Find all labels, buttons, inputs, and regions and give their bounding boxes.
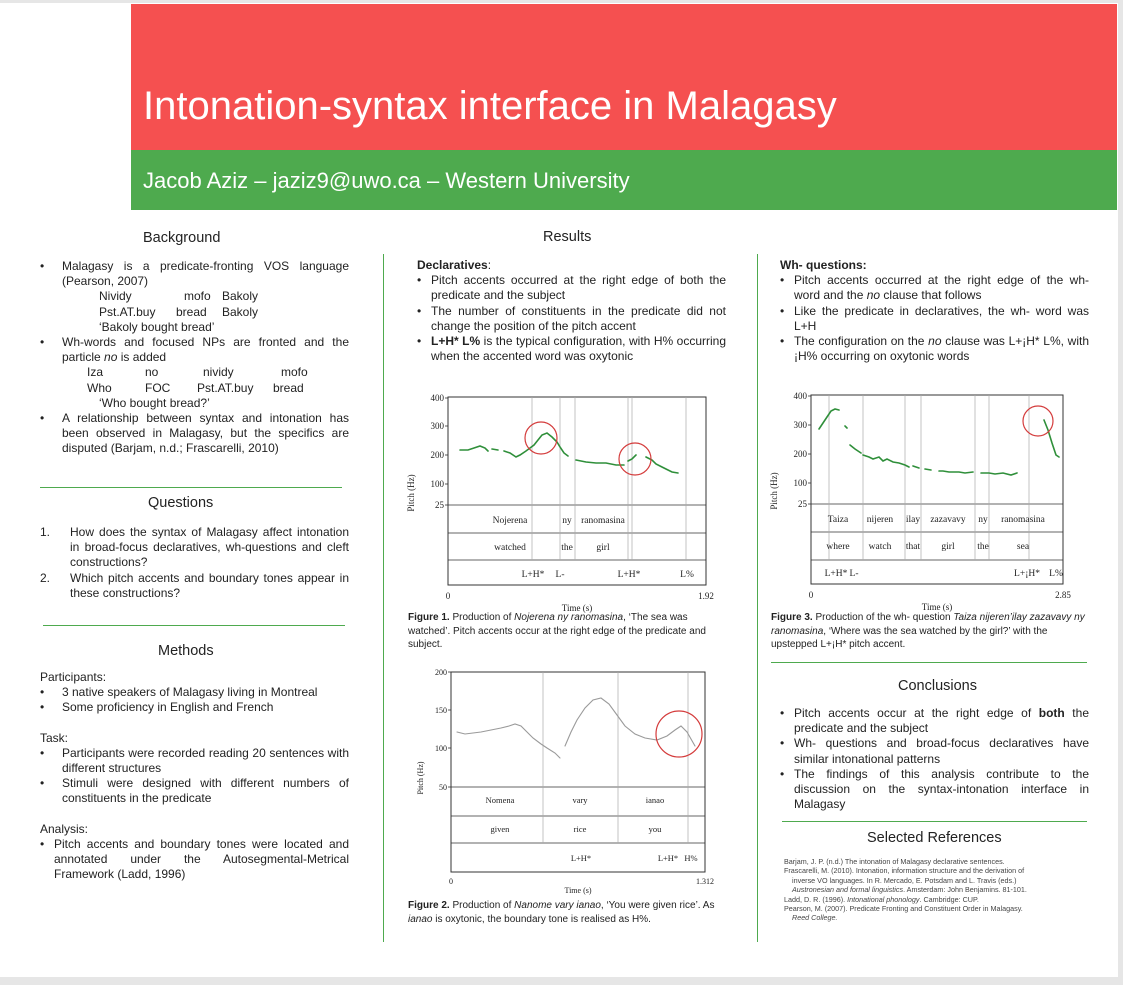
window-bottom-edge (0, 977, 1123, 985)
word-label: ilay (905, 515, 921, 525)
section-divider (40, 487, 342, 488)
figure-3-caption: Figure 3. Production of the wh- question Taiza nijeren’ilay zazavavy ny ranomasina, ‘Where was the sea watched by the girl?’ with the upstepped L+¡H* pitch accent. (771, 612, 1085, 650)
plot-frame (811, 395, 1063, 584)
figure-1-pitch-track (400, 385, 735, 613)
tone-label: L+H* (617, 570, 641, 580)
y-tick-label: 200 (793, 449, 807, 459)
reference-item: inverse VO languages. In R. Mercado, E. Potsdam and L. Travis (eds.) (792, 875, 1017, 885)
references-list (784, 857, 1069, 923)
results-bullet: • The number of constituents in the predicate did not change the position of the pitch accent (417, 304, 726, 334)
y-axis-label: Pitch (Hz) (416, 761, 425, 795)
methods-heading: Methods (158, 643, 214, 659)
declaratives-heading: Declaratives (417, 258, 488, 272)
reference-item: Reed College. (792, 913, 838, 923)
task-label: Task: (40, 730, 69, 745)
reference-item: Frascarelli, M. (2010). Intonation, information structure and the derivation of (784, 866, 1025, 876)
declaratives-section: Declaratives: • Pitch accents occurred at the right edge of both the predicate and the subject • The number of constituents in the predicate did not change the position of the pitch accent • L+H* L% is the typical configuration, with H% occurring when the accented word was oxytonic (417, 258, 726, 364)
gloss-label: watched (494, 543, 526, 553)
results-bullet: • L+H* L% is the typical configuration, with H% occurring when the accented word was oxytonic (417, 334, 726, 364)
y-tick-label: 25 (435, 500, 444, 510)
methods-bullet: • Stimuli were designed with different numbers of constituents in the predicate (40, 776, 349, 806)
results-bullet: • Pitch accents occurred at the right edge of both the predicate and the subject (417, 273, 726, 303)
background-bullet: • Malagasy is a predicate-fronting VOS language (Pearson, 2007) Nividy mofo Bakoly Pst.AT.buy bread Bakoly ‘Bakoly bought bread’ (40, 259, 349, 335)
methods-bullet: • 3 native speakers of Malagasy living in Montreal (40, 685, 349, 700)
pitch-contour (460, 433, 678, 473)
gloss-label: where (826, 542, 850, 552)
y-tick-label: 400 (793, 391, 807, 401)
gloss-label: girl (596, 543, 610, 553)
highlight-circle (1023, 406, 1053, 436)
window-scrollbar[interactable] (1118, 0, 1123, 985)
y-tick-label: 100 (435, 744, 447, 753)
word-label: ranomasina (581, 516, 625, 526)
gloss-label: that (905, 542, 921, 552)
gloss-label: the (977, 542, 989, 552)
conclusion-bullet: • The findings of this analysis contribute to the discussion on the syntax-intonation interface in Malagasy (780, 767, 1089, 813)
tone-label: L- (849, 569, 859, 579)
figure-1-caption: Figure 1. Production of Nojerena ny ranomasina, ‘The sea was watched’. Pitch accents occur at the right edge of the predicate and subject. (408, 612, 706, 650)
reference-item: Pearson, M. (2007). Predicate Fronting and Constituent Order in Malagasy. (784, 904, 1023, 914)
tone-label: L+H* (657, 853, 679, 863)
background-heading: Background (143, 230, 221, 246)
pitch-contour (457, 698, 695, 758)
methods-section (40, 670, 349, 882)
window-top-edge (0, 0, 1123, 3)
wh-questions-section (780, 258, 1089, 364)
y-axis-label: Pitch (Hz) (769, 472, 779, 510)
y-tick-label: 100 (793, 478, 807, 488)
figure-3-pitch-track (763, 383, 1098, 613)
background-bullet: • Wh-words and focused NPs are fronted and the particle no is added Iza no nividy mofo Who FOC Pst.AT.buy bread ‘Who bought bread?’ (40, 335, 349, 411)
tone-label: L- (555, 570, 565, 580)
word-label: nijeren (866, 515, 894, 525)
conclusion-bullet: • Wh- questions and broad-focus declaratives have similar intonational patterns (780, 736, 1089, 766)
word-label: ianao (645, 795, 665, 805)
x-tick-label: 2.85 (1055, 590, 1071, 600)
tone-label: L% (680, 570, 694, 580)
y-tick-label: 300 (793, 420, 807, 430)
reference-item: Ladd, D. R. (1996). Intonational phonology. Cambridge: CUP. (784, 894, 979, 904)
reference-item: Barjam, J. P. (n.d.) The intonation of Malagasy declarative sentences. (784, 857, 1005, 866)
references-heading: Selected References (867, 830, 1002, 846)
background-section (40, 259, 349, 457)
figure-2-pitch-track (405, 660, 730, 900)
word-label: vary (572, 795, 588, 805)
section-divider (771, 662, 1087, 663)
plot-frame (451, 672, 705, 872)
gloss-label: sea (1016, 542, 1030, 552)
methods-bullet: • Some proficiency in English and French (40, 700, 349, 715)
x-tick-label: 0 (445, 591, 451, 601)
section-divider (43, 625, 345, 626)
question-item: 2. Which pitch accents and boundary tones appear in these constructions? (40, 570, 349, 600)
word-label: Taiza (827, 515, 849, 525)
author-line: Jacob Aziz – jaziz9@uwo.ca – Western University (143, 168, 630, 193)
analysis-label: Analysis: (40, 821, 89, 836)
tone-label: L+H* (521, 570, 545, 580)
x-axis-label: Time (s) (564, 886, 592, 895)
word-label: zazavavy (930, 515, 966, 525)
tone-label: L+¡H* (1014, 569, 1040, 579)
x-tick-label: 1.92 (698, 591, 714, 601)
results-heading: Results (543, 229, 592, 245)
word-label: ranomasina (1001, 515, 1045, 525)
gloss-label: you (648, 824, 662, 834)
results-bullet: • Like the predicate in declaratives, the wh- word was L+H (780, 304, 1089, 334)
gloss-label: given (490, 824, 510, 834)
methods-bullet: • Participants were recorded reading 20 sentences with different structures (40, 746, 349, 776)
results-bullet: • The configuration on the no clause was L+¡H* L%, with ¡H% occurring on oxytonic words (780, 334, 1089, 364)
x-tick-label: 0 (808, 590, 814, 600)
x-tick-label: 1.312 (696, 877, 714, 886)
column-divider (383, 254, 384, 942)
tone-label: L+H* (570, 853, 592, 863)
tone-label: L% (1049, 569, 1063, 579)
y-axis-label: Pitch (Hz) (406, 474, 416, 512)
tone-label: H% (684, 853, 698, 863)
figure-2-caption: Figure 2. Production of Nanome vary ianao, ‘You were given rice’. As ianao is oxytonic, the boundary tone is realised as H%. (408, 900, 715, 925)
example-2: Iza no nividy mofo Who FOC Pst.AT.buy bread ‘Who bought bread?’ (87, 365, 308, 410)
highlight-circle (656, 711, 702, 757)
x-axis-label: Time (s) (921, 602, 953, 612)
word-label: ny (562, 516, 572, 526)
results-bullet: • Pitch accents occurred at the right edge of the wh- word and the no clause that follows (780, 273, 1089, 303)
gloss-label: rice (573, 824, 587, 834)
y-tick-label: 200 (435, 668, 447, 677)
gloss-label: the (561, 543, 573, 553)
y-tick-label: 25 (798, 499, 807, 509)
highlight-circle (619, 443, 651, 475)
participants-label: Participants: (40, 670, 107, 684)
x-axis-label: Time (s) (561, 603, 593, 613)
question-item: 1. How does the syntax of Malagasy affect intonation in broad-focus declaratives, wh-questions and cleft constructions? (40, 525, 349, 570)
gloss-label: watch (868, 542, 892, 552)
word-label: ny (978, 515, 988, 525)
y-tick-label: 400 (430, 393, 444, 403)
tone-label: L+H* (824, 569, 848, 579)
y-tick-label: 50 (439, 783, 447, 792)
questions-heading: Questions (148, 495, 214, 511)
methods-bullet: • Pitch accents and boundary tones were located and annotated under the Autosegmental-Metrical Framework (Ladd, 1996) (40, 837, 349, 883)
gloss-label: girl (941, 542, 955, 552)
word-label: Nomena (485, 795, 515, 805)
word-label: Nojerena (492, 516, 528, 526)
plot-frame (448, 397, 706, 585)
y-tick-label: 100 (430, 479, 444, 489)
poster-title: Intonation-syntax interface in Malagasy (143, 84, 837, 128)
column-divider (757, 254, 758, 942)
y-tick-label: 300 (430, 421, 444, 431)
conclusions-section (780, 706, 1089, 812)
reference-item: Austronesian and formal linguistics. Amsterdam: John Benjamins. 81-101. (792, 885, 1027, 895)
wh-questions-heading: Wh- questions: (780, 258, 867, 272)
conclusion-bullet: • Pitch accents occur at the right edge of both the predicate and the subject (780, 706, 1089, 736)
background-bullet: • A relationship between syntax and intonation has been observed in Malagasy, but the specifics are disputed (Barjam, n.d.; Frascarelli, 2010) (40, 411, 349, 457)
example-1: Nividy mofo Bakoly Pst.AT.buy bread Bakoly ‘Bakoly bought bread’ (99, 289, 259, 334)
section-divider (782, 821, 1087, 822)
questions-section (40, 525, 349, 601)
y-tick-label: 150 (435, 706, 447, 715)
y-tick-label: 200 (430, 450, 444, 460)
x-tick-label: 0 (449, 877, 453, 886)
conclusions-heading: Conclusions (898, 678, 977, 694)
